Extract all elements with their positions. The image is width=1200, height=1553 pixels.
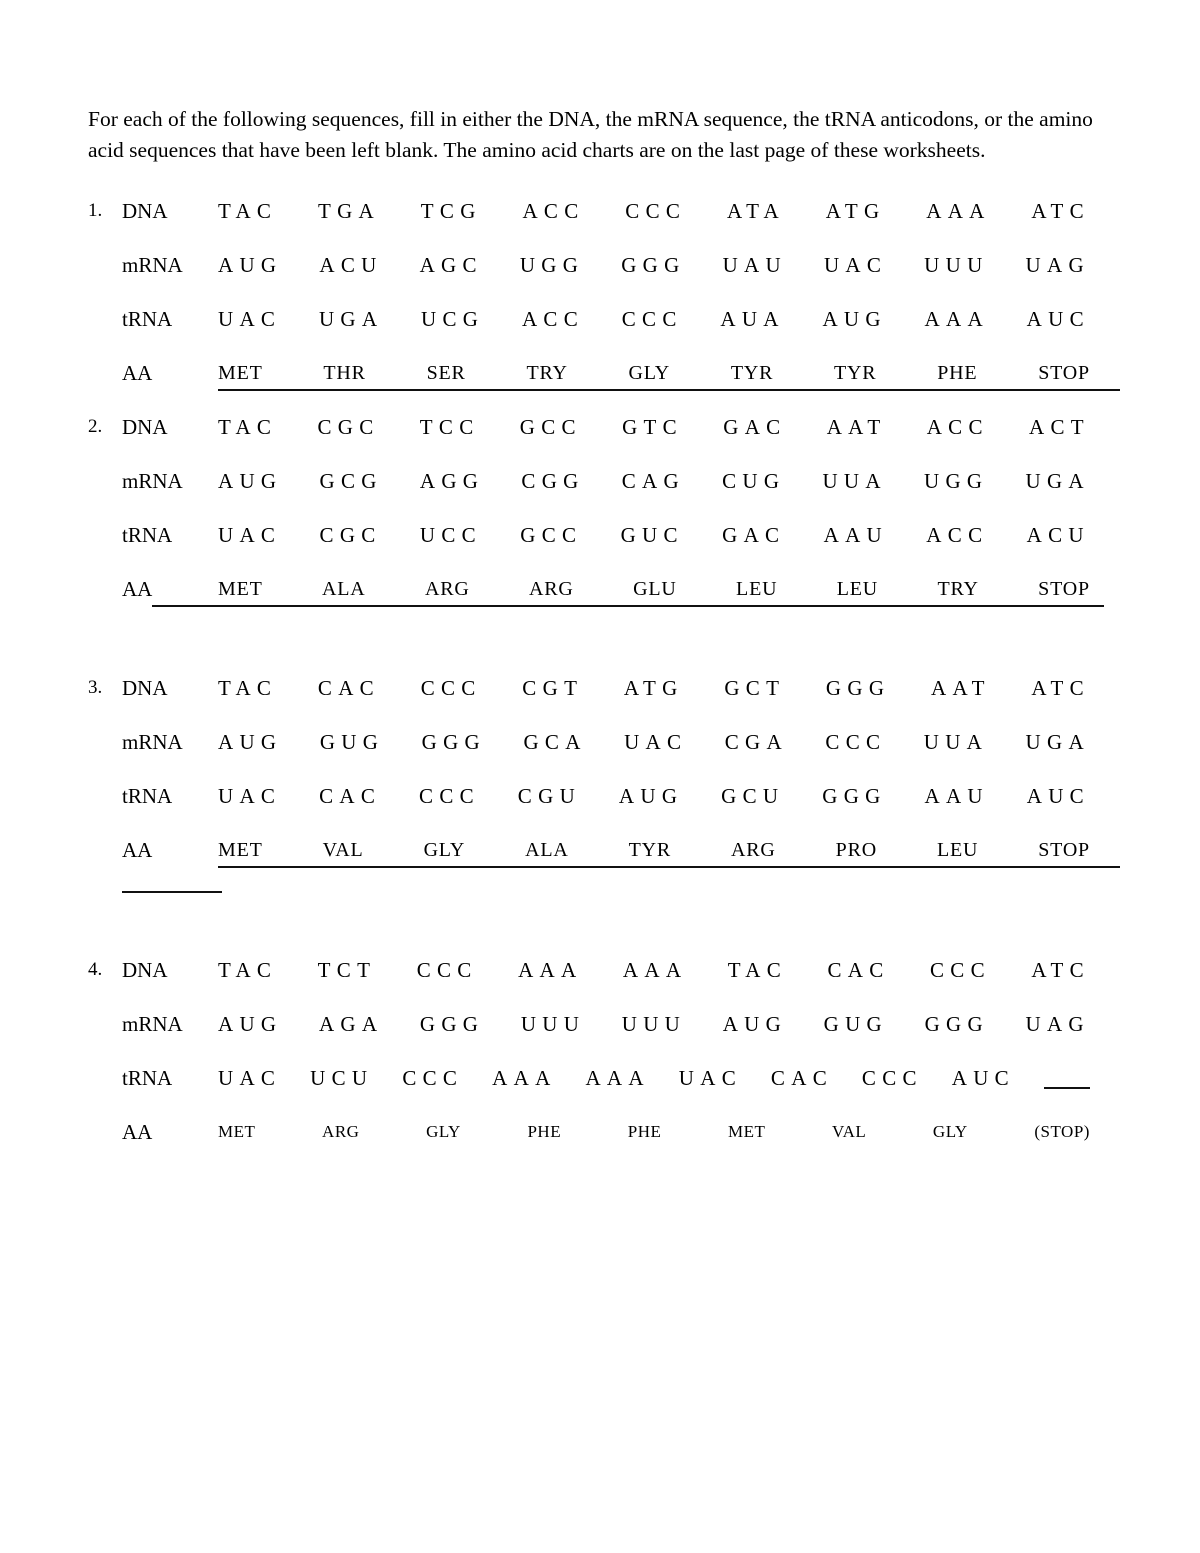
amino-acid: LEU	[736, 577, 778, 600]
codon: AAA	[492, 1065, 557, 1090]
codon: GGG	[621, 252, 686, 277]
codon: GGG	[825, 675, 891, 700]
codon-sequence	[218, 523, 1090, 548]
codon: ACT	[1029, 414, 1090, 439]
codon: CCC	[825, 729, 887, 754]
codon: ACU	[319, 252, 383, 277]
amino-acid: TYR	[730, 361, 774, 384]
codon: ATA	[726, 198, 786, 223]
codon: ATG	[623, 675, 684, 700]
amino-acid: SER	[426, 361, 466, 384]
codon: ATG	[825, 198, 886, 223]
aa-row	[88, 562, 1120, 616]
codon: CGA	[724, 729, 788, 754]
codon: AAA	[924, 306, 989, 331]
codon: CUG	[722, 468, 786, 493]
codon: AAU	[823, 522, 889, 547]
problem-3	[88, 661, 1120, 893]
row-label-aa: AA	[122, 360, 153, 385]
codon: GGG	[822, 783, 887, 808]
codon: UUU	[924, 252, 989, 277]
amino-acid: MET	[218, 577, 263, 600]
codon: CAC	[827, 957, 890, 982]
codon: GTC	[622, 414, 683, 439]
amino-acid: TYR	[628, 838, 671, 861]
codon-sequence	[218, 676, 1090, 701]
amino-acid: ALA	[525, 838, 569, 861]
amino-acid: TYR	[834, 361, 877, 384]
codon: UAC	[624, 729, 688, 754]
problem-number: 4.	[88, 959, 103, 980]
codon: AAA	[622, 957, 688, 982]
codon: GCA	[523, 729, 587, 754]
problem-1	[88, 184, 1120, 400]
codon: UAC	[218, 522, 282, 547]
codon-sequence	[218, 307, 1090, 332]
codon: GUC	[620, 522, 684, 547]
codon: CGU	[517, 783, 582, 808]
amino-acid: PHE	[937, 361, 978, 384]
codon: UAG	[1025, 252, 1090, 277]
row-label-trna: tRNA	[122, 306, 173, 331]
codon: CGC	[317, 414, 380, 439]
amino-acid: STOP	[1038, 838, 1090, 861]
codon: AUC	[951, 1065, 1015, 1090]
answer-underline	[218, 389, 1120, 391]
codon: TAC	[727, 957, 787, 982]
amino-acid: TRY	[937, 577, 979, 600]
codon: CCC	[419, 783, 480, 808]
row-label-trna: tRNA	[122, 1065, 173, 1090]
row-label-aa: AA	[122, 1119, 153, 1144]
amino-acid: (STOP)	[1034, 1122, 1090, 1141]
codon: CAC	[319, 783, 382, 808]
aa-row	[88, 1105, 1120, 1159]
answer-underline	[152, 605, 1104, 607]
aa-row	[88, 346, 1120, 400]
codon: CCC	[416, 957, 478, 982]
codon: UUA	[923, 729, 989, 754]
codon: AAA	[926, 198, 991, 223]
amino-acid: ARG	[731, 838, 776, 861]
codon: CCC	[625, 198, 687, 223]
codon: GCC	[520, 522, 583, 547]
codon: GCG	[319, 468, 383, 493]
row-label-trna: tRNA	[122, 522, 173, 547]
codon: UCC	[419, 522, 482, 547]
row-label-mrna: mRNA	[122, 1011, 183, 1036]
codon: CCC	[420, 675, 482, 700]
codon: UAC	[218, 306, 282, 331]
dna-row	[88, 400, 1120, 454]
mrna-row	[88, 715, 1120, 769]
amino-acid: PHE	[627, 1122, 662, 1141]
codon: GGG	[924, 1011, 989, 1036]
codon: CAC	[770, 1065, 834, 1090]
problems-list	[88, 184, 1120, 1159]
codon: UGA	[1025, 729, 1090, 754]
codon: ATC	[1031, 675, 1090, 700]
codon: GUG	[319, 729, 385, 754]
amino-acid: GLY	[426, 1122, 461, 1141]
codon: GAC	[723, 414, 787, 439]
codon: AAT	[931, 675, 991, 700]
codon: UUU	[520, 1011, 586, 1036]
codon: CAG	[621, 468, 685, 493]
codon: UGG	[519, 252, 585, 277]
codon-sequence	[218, 253, 1090, 278]
codon-sequence	[218, 1066, 1090, 1091]
codon: UAC	[823, 252, 888, 277]
codon: GAC	[722, 522, 786, 547]
amino-acid: STOP	[1038, 577, 1090, 600]
codon: ACC	[926, 414, 989, 439]
amino-acid: MET	[728, 1122, 766, 1141]
codon: TCT	[317, 957, 377, 982]
codon-sequence	[218, 784, 1090, 809]
codon: CGT	[522, 675, 584, 700]
codon: GUG	[823, 1011, 889, 1036]
codon: UGG	[923, 468, 989, 493]
amino-acid: GLY	[628, 361, 671, 384]
codon: UCU	[310, 1065, 374, 1090]
amino-acid: LEU	[836, 577, 879, 600]
codon: AUG	[822, 306, 887, 331]
amino-acid: VAL	[322, 838, 364, 861]
codon: GGG	[421, 729, 487, 754]
codon: UGA	[1025, 468, 1090, 493]
problem-number: 1.	[88, 200, 103, 221]
codon: TGA	[317, 198, 381, 223]
answer-underline	[218, 866, 1120, 868]
amino-acid: ARG	[424, 577, 470, 600]
codon: TCG	[420, 198, 482, 223]
row-label-mrna: mRNA	[122, 252, 183, 277]
codon: UCG	[421, 306, 485, 331]
trna-row	[88, 769, 1120, 823]
codon: CCC	[402, 1065, 464, 1090]
codon: ACU	[1026, 522, 1090, 547]
amino-acid-sequence	[218, 839, 1090, 862]
row-label-dna: DNA	[122, 198, 168, 223]
codon: AUC	[1026, 306, 1090, 331]
codon: UAC	[218, 1065, 282, 1090]
row-label-dna: DNA	[122, 957, 168, 982]
mrna-row	[88, 997, 1120, 1051]
codon: AUG	[218, 468, 283, 493]
row-label-trna: tRNA	[122, 783, 173, 808]
codon: ACC	[926, 522, 989, 547]
amino-acid-sequence	[218, 1122, 1090, 1142]
codon: TAC	[218, 957, 278, 982]
trna-row	[88, 292, 1120, 346]
codon: UAC	[218, 783, 282, 808]
codon: UAU	[722, 252, 787, 277]
blank-answer-line	[122, 877, 222, 893]
codon: GCC	[519, 414, 582, 439]
codon: AUA	[720, 306, 785, 331]
amino-acid: THR	[323, 361, 366, 384]
codon: TAC	[218, 198, 278, 223]
amino-acid: PHE	[527, 1122, 562, 1141]
codon: AUG	[218, 729, 283, 754]
amino-acid: MET	[218, 1122, 256, 1141]
codon: CAC	[317, 675, 380, 700]
codon: UAC	[678, 1065, 743, 1090]
codon: GCT	[724, 675, 786, 700]
codon: UAG	[1025, 1011, 1090, 1036]
codon: AAT	[826, 414, 887, 439]
codon-sequence	[218, 469, 1090, 494]
dna-row	[88, 943, 1120, 997]
trna-row	[88, 1051, 1120, 1105]
codon: ATC	[1031, 198, 1090, 223]
dna-row	[88, 661, 1120, 715]
amino-acid: STOP	[1038, 361, 1090, 384]
blank-answer-line	[1044, 1067, 1090, 1089]
codon-sequence	[218, 415, 1090, 440]
codon: AUG	[618, 783, 684, 808]
codon: TAC	[218, 675, 278, 700]
codon: GCU	[721, 783, 785, 808]
codon: AGC	[419, 252, 483, 277]
codon: CCC	[930, 957, 991, 982]
codon-sequence	[218, 1012, 1090, 1037]
aa-row	[88, 823, 1120, 877]
amino-acid: MET	[218, 361, 263, 384]
codon: AAA	[518, 957, 583, 982]
problem-4	[88, 943, 1120, 1159]
codon: AUC	[1026, 783, 1090, 808]
mrna-row	[88, 454, 1120, 508]
amino-acid: PRO	[835, 838, 877, 861]
row-label-mrna: mRNA	[122, 468, 183, 493]
codon: AUG	[218, 1011, 283, 1036]
codon: CCC	[861, 1065, 923, 1090]
amino-acid-sequence	[218, 362, 1090, 385]
problem-number: 2.	[88, 416, 103, 437]
amino-acid: GLY	[423, 838, 466, 861]
amino-acid: ALA	[322, 577, 366, 600]
trna-row	[88, 508, 1120, 562]
row-label-aa: AA	[122, 576, 153, 601]
codon: AAA	[585, 1065, 650, 1090]
amino-acid: LEU	[936, 838, 979, 861]
codon: AUG	[218, 252, 283, 277]
codon: CCC	[621, 306, 683, 331]
row-label-mrna: mRNA	[122, 729, 183, 754]
amino-acid: ARG	[529, 577, 574, 600]
codon-sequence	[218, 730, 1090, 755]
codon: AGA	[318, 1011, 384, 1036]
amino-acid: MET	[218, 838, 263, 861]
codon-sequence	[218, 958, 1090, 983]
codon: TCC	[419, 414, 480, 439]
codon: GGG	[419, 1011, 485, 1036]
worksheet-instructions: For each of the following sequences, fill in either the DNA, the mRNA sequence, the tRNA anticodons, or the amino acid sequences that have been left blank. The amino acid charts are on the last page of these worksheets.	[88, 107, 1093, 162]
codon: UUU	[621, 1011, 687, 1036]
codon: ACC	[522, 198, 585, 223]
codon: TAC	[218, 414, 278, 439]
codon: ACC	[521, 306, 585, 331]
row-label-aa: AA	[122, 837, 153, 862]
amino-acid: GLU	[633, 577, 677, 600]
problem-number: 3.	[88, 677, 103, 698]
amino-acid: TRY	[526, 361, 568, 384]
codon: CGG	[521, 468, 585, 493]
row-label-dna: DNA	[122, 675, 168, 700]
codon: UGA	[318, 306, 384, 331]
amino-acid: VAL	[832, 1122, 867, 1141]
codon: ATC	[1031, 957, 1090, 982]
row-label-dna: DNA	[122, 414, 168, 439]
codon: CGC	[319, 522, 382, 547]
codon: UUA	[822, 468, 887, 493]
amino-acid: GLY	[932, 1122, 968, 1141]
codon-sequence	[218, 199, 1090, 224]
mrna-row	[88, 238, 1120, 292]
amino-acid-sequence	[218, 578, 1090, 601]
codon: AGG	[419, 468, 485, 493]
problem-2	[88, 400, 1120, 616]
codon: AUG	[722, 1011, 788, 1036]
amino-acid: ARG	[322, 1122, 360, 1141]
codon: AAU	[924, 783, 989, 808]
dna-row	[88, 184, 1120, 238]
